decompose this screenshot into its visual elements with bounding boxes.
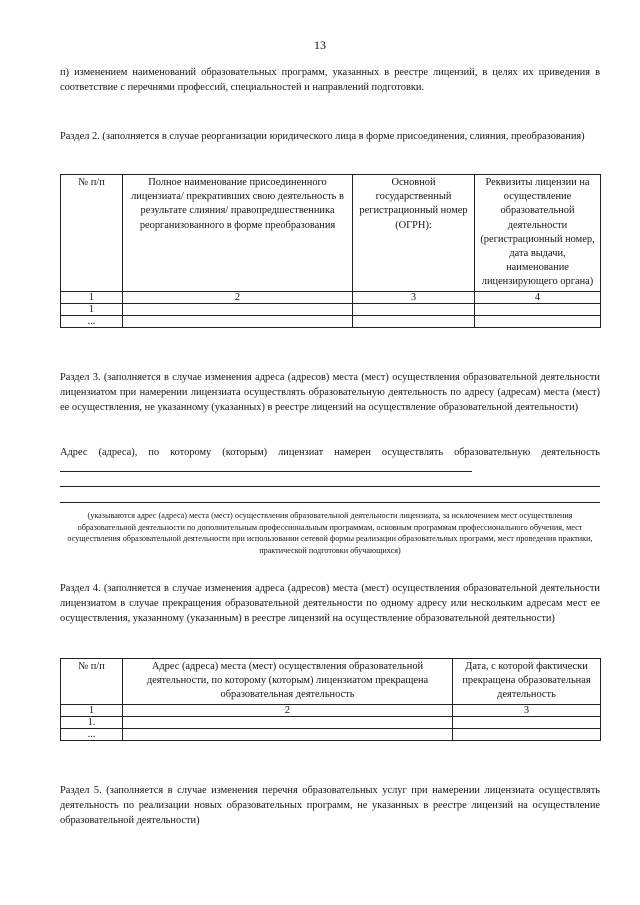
address-fill-line[interactable] <box>60 461 472 472</box>
s2-cell[interactable] <box>123 315 353 327</box>
section3-heading: Раздел 3. (заполняется в случае изменения адреса (адресов) места (мест) осуществления образовательной деятельности лицензиатом при намерении лицензиата осуществлять образовательную деятельность по адресу (адресам) места (мест) ее осуществления, не указанному (указанных) в реестре лицензий на осуществление образовательной деятельности) <box>60 372 600 413</box>
s4-cell[interactable] <box>123 716 453 728</box>
section3-address-block <box>60 446 600 478</box>
s4-col-date: Дата, с которой фактически прекращена образовательная деятельность <box>453 659 601 705</box>
section2-numbering-row <box>61 291 601 303</box>
s4-cell[interactable]: ... <box>61 728 123 740</box>
table-row <box>61 716 601 728</box>
s2-col-number: № п/п <box>61 175 123 292</box>
s4-cell[interactable]: 1. <box>61 716 123 728</box>
table-row <box>61 315 601 327</box>
section4-table <box>60 658 601 741</box>
table-row <box>61 303 601 315</box>
s4-cell[interactable] <box>453 728 601 740</box>
s4-col-address: Адрес (адреса) места (мест) осуществления образовательной деятельности, по которому (которым) лицензиатом прекращена образовательная деятельность <box>123 659 453 705</box>
s4-cell[interactable] <box>453 716 601 728</box>
address-line-3 <box>60 502 600 503</box>
s2-cell[interactable] <box>353 303 475 315</box>
s2-col-license: Реквизиты лицензии на осуществление образовательной деятельности (регистрационный номер, дата выдачи, наименование лицензирующего органа) <box>475 175 601 292</box>
s2-cell[interactable] <box>475 303 601 315</box>
section3-note: (указываются адрес (адреса) места (мест) осуществления образовательной деятельности лицензиата, за исключением мест осуществления образовательной деятельности по дополнительным профессиональным программам, основным программам профессионального обучения, мест осуществления образовательной деятельности при использовании сетевой формы реализации образовательных программ, мест проведения практики, практической подготовки обучающихся) <box>67 511 593 555</box>
s2-cell[interactable] <box>123 303 353 315</box>
page-number: 13 <box>314 38 326 52</box>
s4-col-number: № п/п <box>61 659 123 705</box>
s4-cell[interactable] <box>123 728 453 740</box>
address-line-2 <box>60 486 600 487</box>
s2-num: 3 <box>353 291 475 303</box>
intro-paragraph: п) изменением наименований образовательных программ, указанных в реестре лицензий, в целях их приведения в соответствие с перечнями профессий, специальностей и направлений подготовки. <box>60 67 600 93</box>
s2-num: 1 <box>61 291 123 303</box>
section4-header-row <box>61 659 601 705</box>
s4-num: 2 <box>123 704 453 716</box>
section3-address-label: Адрес (адреса), по которому (которым) лицензиат намерен осуществлять образовательную деятельность <box>60 447 600 458</box>
s4-num: 3 <box>453 704 601 716</box>
s2-col-name: Полное наименование присоединенного лицензиата/ прекративших свою деятельность в результате слияния/ правопредшественника реорганизованного в форме преобразования <box>123 175 353 292</box>
section2-header-row <box>61 175 601 292</box>
table-row <box>61 728 601 740</box>
s2-cell[interactable] <box>353 315 475 327</box>
s2-cell[interactable] <box>475 315 601 327</box>
s2-col-ogrn: Основной государственный регистрационный номер (ОГРН): <box>353 175 475 292</box>
section4-numbering-row <box>61 704 601 716</box>
s4-num: 1 <box>61 704 123 716</box>
section2-table <box>60 174 601 328</box>
s2-cell[interactable]: ... <box>61 315 123 327</box>
section2-heading: Раздел 2. (заполняется в случае реорганизации юридического лица в форме присоединения, слияния, преобразования) <box>60 131 585 142</box>
section4-heading: Раздел 4. (заполняется в случае изменения адреса (адресов) места (мест) осуществления образовательной деятельности лицензиатом в случае прекращения образовательной деятельности по одному адресу или нескольким адресам мест ее осуществления, указанному (указанным) в реестре лицензий на осуществление образовательной деятельности) <box>60 583 600 624</box>
s2-cell[interactable]: 1 <box>61 303 123 315</box>
s2-num: 4 <box>475 291 601 303</box>
s2-num: 2 <box>123 291 353 303</box>
section5-heading: Раздел 5. (заполняется в случае изменения перечня образовательных услуг при намерении лицензиата осуществлять деятельность по реализации новых образовательных программ, не указанных в реестре лицензий на осуществление образовательной деятельности) <box>60 785 600 826</box>
